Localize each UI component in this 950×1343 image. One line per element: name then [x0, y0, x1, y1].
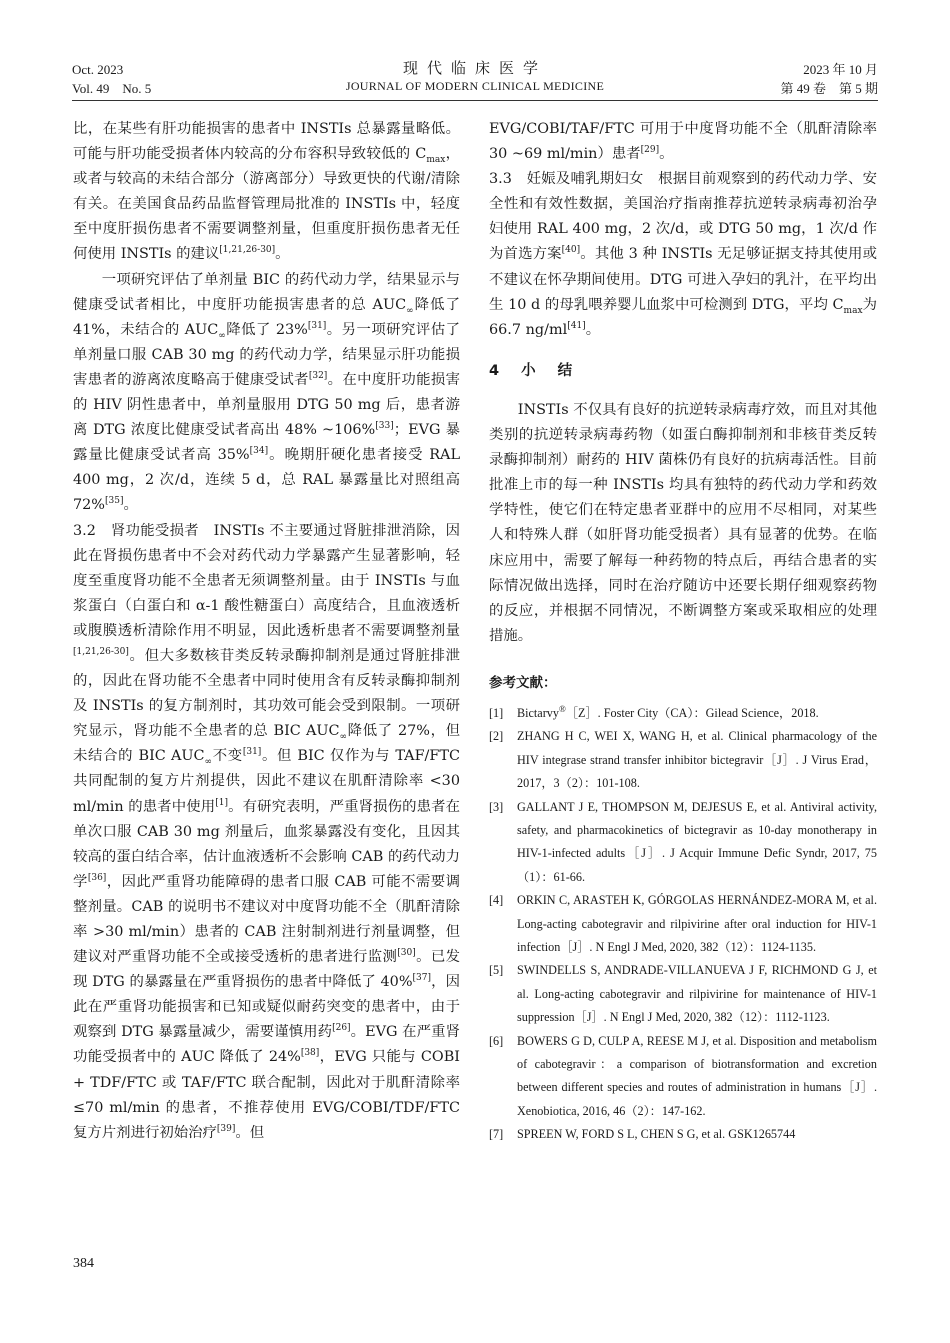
section-4-heading	[489, 359, 877, 384]
reference-item	[489, 796, 877, 890]
header-date-en: Oct. 2023	[72, 62, 124, 77]
reference-number: [2]	[489, 729, 504, 744]
header-volume-en: Vol. 49 No. 5	[72, 81, 152, 96]
paragraph: 一项研究评估了单剂量 BIC 的药代动力学，结果显示与健康受试者相比，中度肝功能损害患者的总 $AUC_\infty$降低了 41%，未结合的 $AUC_\infty$降低了 23%[31]。另一项研究评估了单剂量口服 CAB 30 mg 的药代动力学，结果显示肝功能损害患者的游离浓度略高于健康受试者[32]。在中度肝功能损害的 HIV 阴性患者中，单剂量服用 DTG 50 mg 后，患者游离 DTG 浓度比健康受试者高出 48% ~106%[33]；EVG 暴露量比健康受试者高 35%[34]。晚期肝硬化患者接受 RAL 400 mg，2 次/d，连续 5 d，总 RAL 暴露量比对照组高 72%[35]。	[73, 271, 460, 514]
header-center	[72, 58, 878, 94]
reference-item	[489, 1030, 877, 1124]
reference-item	[489, 1123, 877, 1146]
section-3-3: 3.3 妊娠及哺乳期妇女 根据目前观察到的药代动力学、安全性和有效性数据，美国治疗指南推荐抗逆转录病毒初治孕妇使用 RAL 400 mg，2 次/d，或 DTG 50 mg，1 次/d 作为首选方案[40]。其他 3 种 INSTIs 无足够证据支持其使用或不建议在怀孕期间使用。DTG 可进入孕妇的乳汁，在平均出生 10 d 的母乳喂养婴儿血浆中可检测到 DTG，平均 $C_{max}$为 66.7 ng/ml[41]。	[489, 171, 877, 338]
reference-number: [7]	[489, 1127, 504, 1142]
reference-item	[489, 959, 877, 1029]
reference-text: SPREEN W, FORD S L, CHEN S G, et al. GSK1265744	[517, 1127, 796, 1142]
section-3-2: 3.2 肾功能受损者 INSTIs 不主要通过肾脏排泄消除，因此在肾损伤患者中不会对药代动力学暴露产生显著影响，轻度至重度肾功能不全患者无须调整剂量。由于 INSTIs 与血浆蛋白（白蛋白和 α-1 酸性糖蛋白）高度结合，且血液透析或腹膜透析清除作用不明显，因此透析患者不需要调整剂量[1,21,26-30]。但大多数核苷类反转录酶抑制剂是通过肾脏排泄的，因此在肾功能不全患者中同时使用含有反转录酶抑制剂及 INSTIs 的复方制剂时，其功效可能会受到限制。一项研究显示，肾功能不全患者的总 BIC $AUC_\infty$降低了 27%，但未结合的 BIC $AUC_\infty$不变[31]。但 BIC 仅作为与 TAF/FTC 共同配制的复方片剂提供，因此不建议在肌酐清除率 <30 ml/min 的患者中使用[1]。有研究表明，严重肾损伤的患者在单次口服 CAB 30 mg 剂量后，血浆暴露没有变化，且因其较高的蛋白结合率，估计血液透析不会影响 CAB 的药代动力学[36]，因此严重肾功能障碍的患者口服 CAB 可能不需要调整剂量。CAB 的说明书不建议对中度肾功能不全（肌酐清除率 >30 ml/min）患者的 CAB 注射制剂进行剂量调整，但建议对严重肾功能不全或接受透析的患者进行监测[30]。已发现 DTG 的暴露量在严重肾损伤的患者中降低了 40%[37]，因此在严重肾功能损害和已知或疑似耐药突变的患者中，由于观察到 DTG 暴露量减少，需要谨慎用药[26]。EVG 在严重肾功能受损者中的 AUC 降低了 24%[38]，EVG 只能与 COBI + TDF/FTC 或 TAF/FTC 联合配制，因此对于肌酐清除率 ≤70 ml/min 的患者，不推荐使用 EVG/COBI/TDF/FTC 复方片剂进行初始治疗[39]。但	[73, 522, 460, 1141]
reference-item	[489, 889, 877, 959]
paragraph: EVG/COBI/TAF/FTC 可用于中度肾功能不全（肌酐清除率 30 ~69 ml/min）患者[29]。	[489, 121, 877, 163]
reference-text: SWINDELLS S, ANDRADE-VILLANUEVA J F, RICHMOND G J, et al. Long-acting cabotegravir and rilpivirine for maintenance of HIV-1 suppression［J］. N Engl J Med, 2020, 382（12）：1112-1123.	[517, 963, 877, 1025]
reference-item	[489, 725, 877, 795]
page-header	[72, 56, 878, 102]
journal-title-cn: 现代临床医学	[402, 59, 547, 77]
reference-number: [5]	[489, 963, 504, 978]
references-list	[489, 702, 877, 1147]
reference-text: GALLANT J E, THOMPSON M, DEJESUS E, et al. Antiviral activity, safety, and pharmacokinetics of bictegravir as 10-day monotherapy in HIV-1-infected adults［J］. J Acquir Immune Defic Syndr, 2017, 75（1）：61-66.	[517, 799, 877, 884]
reference-text: ORKIN C, ARASTEH K, GÓRGOLAS HERNÁNDEZ-MORA M, et al. Long-acting cabotegravir and rilpivirine after oral induction for HIV-1 infection［J］. N Engl J Med, 2020, 382（12）：1124-1135.	[517, 893, 877, 955]
reference-number: [1]	[489, 705, 504, 720]
section-title: 小结	[521, 362, 595, 379]
header-rule	[72, 100, 878, 101]
reference-text: ZHANG H C, WEI X, WANG H, et al. Clinical pharmacology of the HIV integrase strand transfer inhibitor bictegravir［J］. J Virus Erad，2017，3（2）：101-108.	[517, 729, 877, 791]
paragraph: 比，在某些有肝功能损害的患者中 INSTIs 总暴露量略低。可能与肝功能受损者体内较高的分布容积导致较低的 $C_{max}$，或者与较高的未结合部分（游离部分）导致更快的代谢/清除有关。在美国食品药品监督管理局批准的 INSTIs 中，轻度至中度肝损伤患者不需要调整剂量，但重度肝损伤患者无任何使用 INSTIs 的建议[1,21,26-30]。	[73, 121, 460, 263]
journal-title-en: JOURNAL OF MODERN CLINICAL MEDICINE	[345, 79, 605, 93]
header-date-cn: 2023 年 10 月	[803, 62, 878, 77]
references-heading: 参考文献：	[489, 674, 557, 691]
header-volume-cn: 第 49 卷 第 5 期	[780, 81, 878, 96]
right-column	[489, 117, 877, 1147]
summary-paragraph: INSTIs 不仅具有良好的抗逆转录病毒疗效，而且对其他类别的抗逆转录病毒药物（如蛋白酶抑制剂和非核苷类反转录酶抑制剂）耐药的 HIV 菌株仍有良好的抗病毒活性。目前批准上市的每一种 INSTIs 均具有独特的药代动力学和药效学特性，使它们在特定患者亚群中的应用不尽相同，对某些人和特殊人群（如肝肾功能受损者）具有显著的优势。在临床应用中，需要了解每一种药物的特点后，再结合患者的实际情况做出选择，同时在治疗随访中还要长期仔细观察药物的反应，并根据不同情况，不断调整方案或采取相应的处理措施。	[489, 401, 877, 644]
header-right	[780, 60, 878, 98]
reference-number: [4]	[489, 893, 504, 908]
reference-number: [6]	[489, 1033, 504, 1048]
reference-item	[489, 702, 877, 725]
section-number: 4	[489, 362, 500, 379]
reference-number: [3]	[489, 799, 504, 814]
page-number: 384	[73, 1256, 94, 1271]
left-column	[73, 117, 460, 1146]
reference-text: BOWERS G D, CULP A, REESE M J, et al. Disposition and metabolism of cabotegravir：a comparison of biotransformation and excretion between different species and routes of administration in humans［J］. Xenobiotica, 2016, 46（2）：147-162.	[517, 1033, 877, 1118]
reference-text: Bictarvy®［Z］. Foster City（CA）：Gilead Science，2018.	[517, 703, 819, 720]
